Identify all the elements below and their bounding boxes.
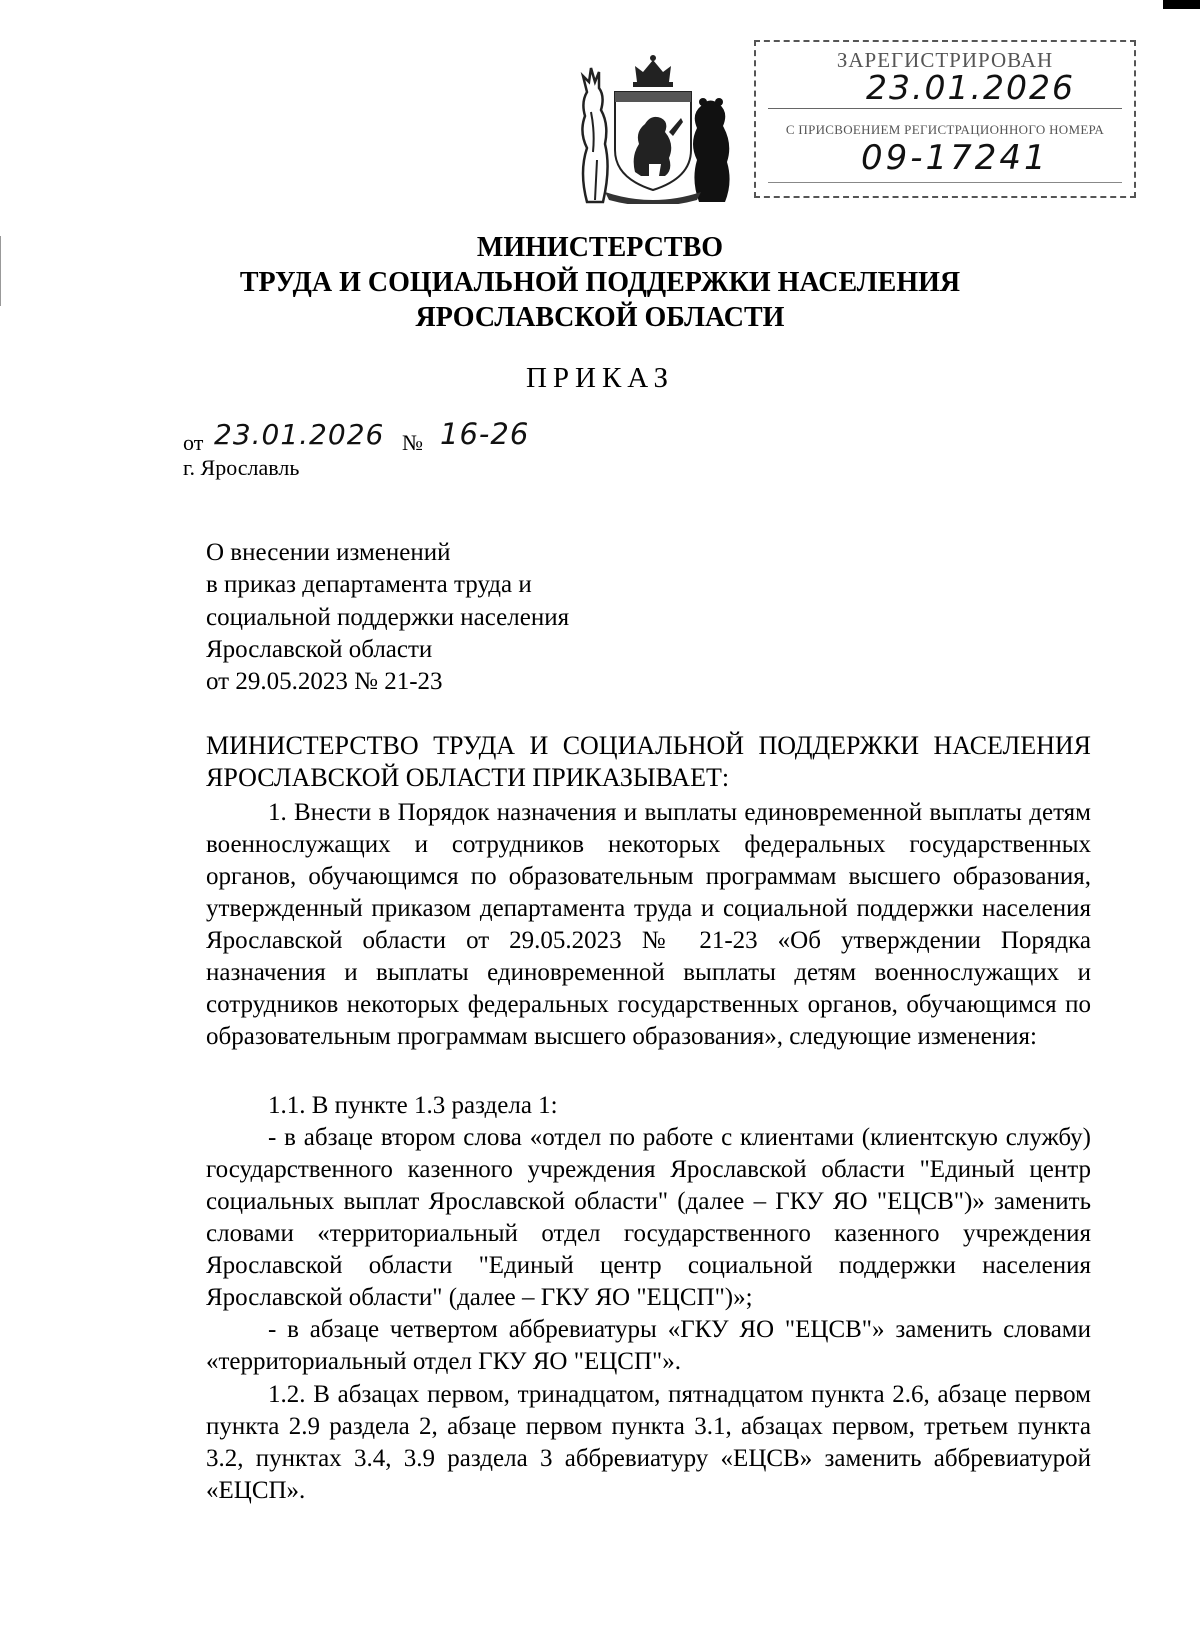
paragraph-1: 1. Внести в Порядок назначения и выплаты единовременной выплаты детям военнослужащих и сотрудников некоторых федеральных государственных органов, обучающимся по образовательным программам высшего образования, утвержденный приказом департамента труда и социальной поддержки населения Ярославской области от 29.05.2023 № 21-23 «Об утверждении Порядка назначения и выплаты единовременной выплаты детям военнослужащих и сотрудников некоторых федеральных государственных органов, обучающимся по образовательным программам высшего образования», следующие изменения: (206, 799, 1091, 1050)
stamp-registered-date: 23.01.2026 (866, 68, 1075, 107)
subject-line: в приказ департамента труда и (206, 571, 532, 598)
stamp-registration-number: 09-17241 (861, 138, 1049, 178)
subject-line: Ярославской области (206, 636, 433, 663)
scan-corner-mark (1163, 0, 1200, 9)
paragraph-1-1-b: - в абзаце четвертом аббревиатуры «ГКУ ЯО "ЕЦСВ"» заменить словами «территориальный отдел ГКУ ЯО "ЕЦСП"». (206, 1316, 1091, 1375)
paragraph-1-2: 1.2. В абзацах первом, тринадцатом, пятнадцатом пункта 2.6, абзаце первом пункта 2.9 раздела 2, абзаце первом пункта 3.1, абзацах первом, третьем пункта 3.2, пунктах 3.4, 3.9 раздела 3 аббревиатуру «ЕЦСВ» заменить аббревиатурой «ЕЦСП». (206, 1381, 1091, 1504)
subject-line: социальной поддержки населения (206, 604, 570, 631)
stamp-divider (768, 108, 1122, 109)
paragraph-1-1-a: - в абзаце втором слова «отдел по работе с клиентами (клиентскую службу) государственного казенного учреждения Ярославской области "Единый центр социальных выплат Ярославской области" (далее – ГКУ ЯО "ЕЦСВ")» заменить словами «территориальный отдел государственного казенного учреждения Ярославской области "Единый центр социальной поддержки населения Ярославской области" (далее – ГКУ ЯО "ЕЦСП")»; (206, 1124, 1091, 1311)
date-prefix: от (183, 430, 204, 455)
paragraph-1-1: 1.1. В пункте 1.3 раздела 1: (268, 1092, 558, 1119)
stamp-divider (768, 182, 1122, 183)
number-prefix: № (402, 430, 423, 455)
preamble: МИНИСТЕРСТВО ТРУДА И СОЦИАЛЬНОЙ ПОДДЕРЖКИ НАСЕЛЕНИЯ ЯРОСЛАВСКОЙ ОБЛАСТИ ПРИКАЗЫВАЕТ: (206, 731, 1091, 792)
coat-of-arms-emblem (565, 52, 741, 204)
header-line-3: ЯРОСЛАВСКОЙ ОБЛАСТИ (415, 302, 785, 333)
order-date: 23.01.2026 (214, 418, 385, 451)
stamp-number-label: С ПРИСВОЕНИЕМ РЕГИСТРАЦИОННОГО НОМЕРА (785, 122, 1105, 137)
document-type-title: ПРИКАЗ (525, 362, 675, 394)
stamp-registered-label: ЗАРЕГИСТРИРОВАН (836, 48, 1054, 72)
subject-line: от 29.05.2023 № 21-23 (206, 668, 443, 695)
subject-line: О внесении изменений (206, 539, 451, 566)
city: г. Ярославль (183, 455, 300, 480)
order-number: 16-26 (440, 417, 530, 451)
registration-stamp (754, 40, 1136, 198)
header-line-2: ТРУДА И СОЦИАЛЬНОЙ ПОДДЕРЖКИ НАСЕЛЕНИЯ (239, 267, 961, 298)
header-line-1: МИНИСТЕРСТВО (476, 232, 724, 263)
